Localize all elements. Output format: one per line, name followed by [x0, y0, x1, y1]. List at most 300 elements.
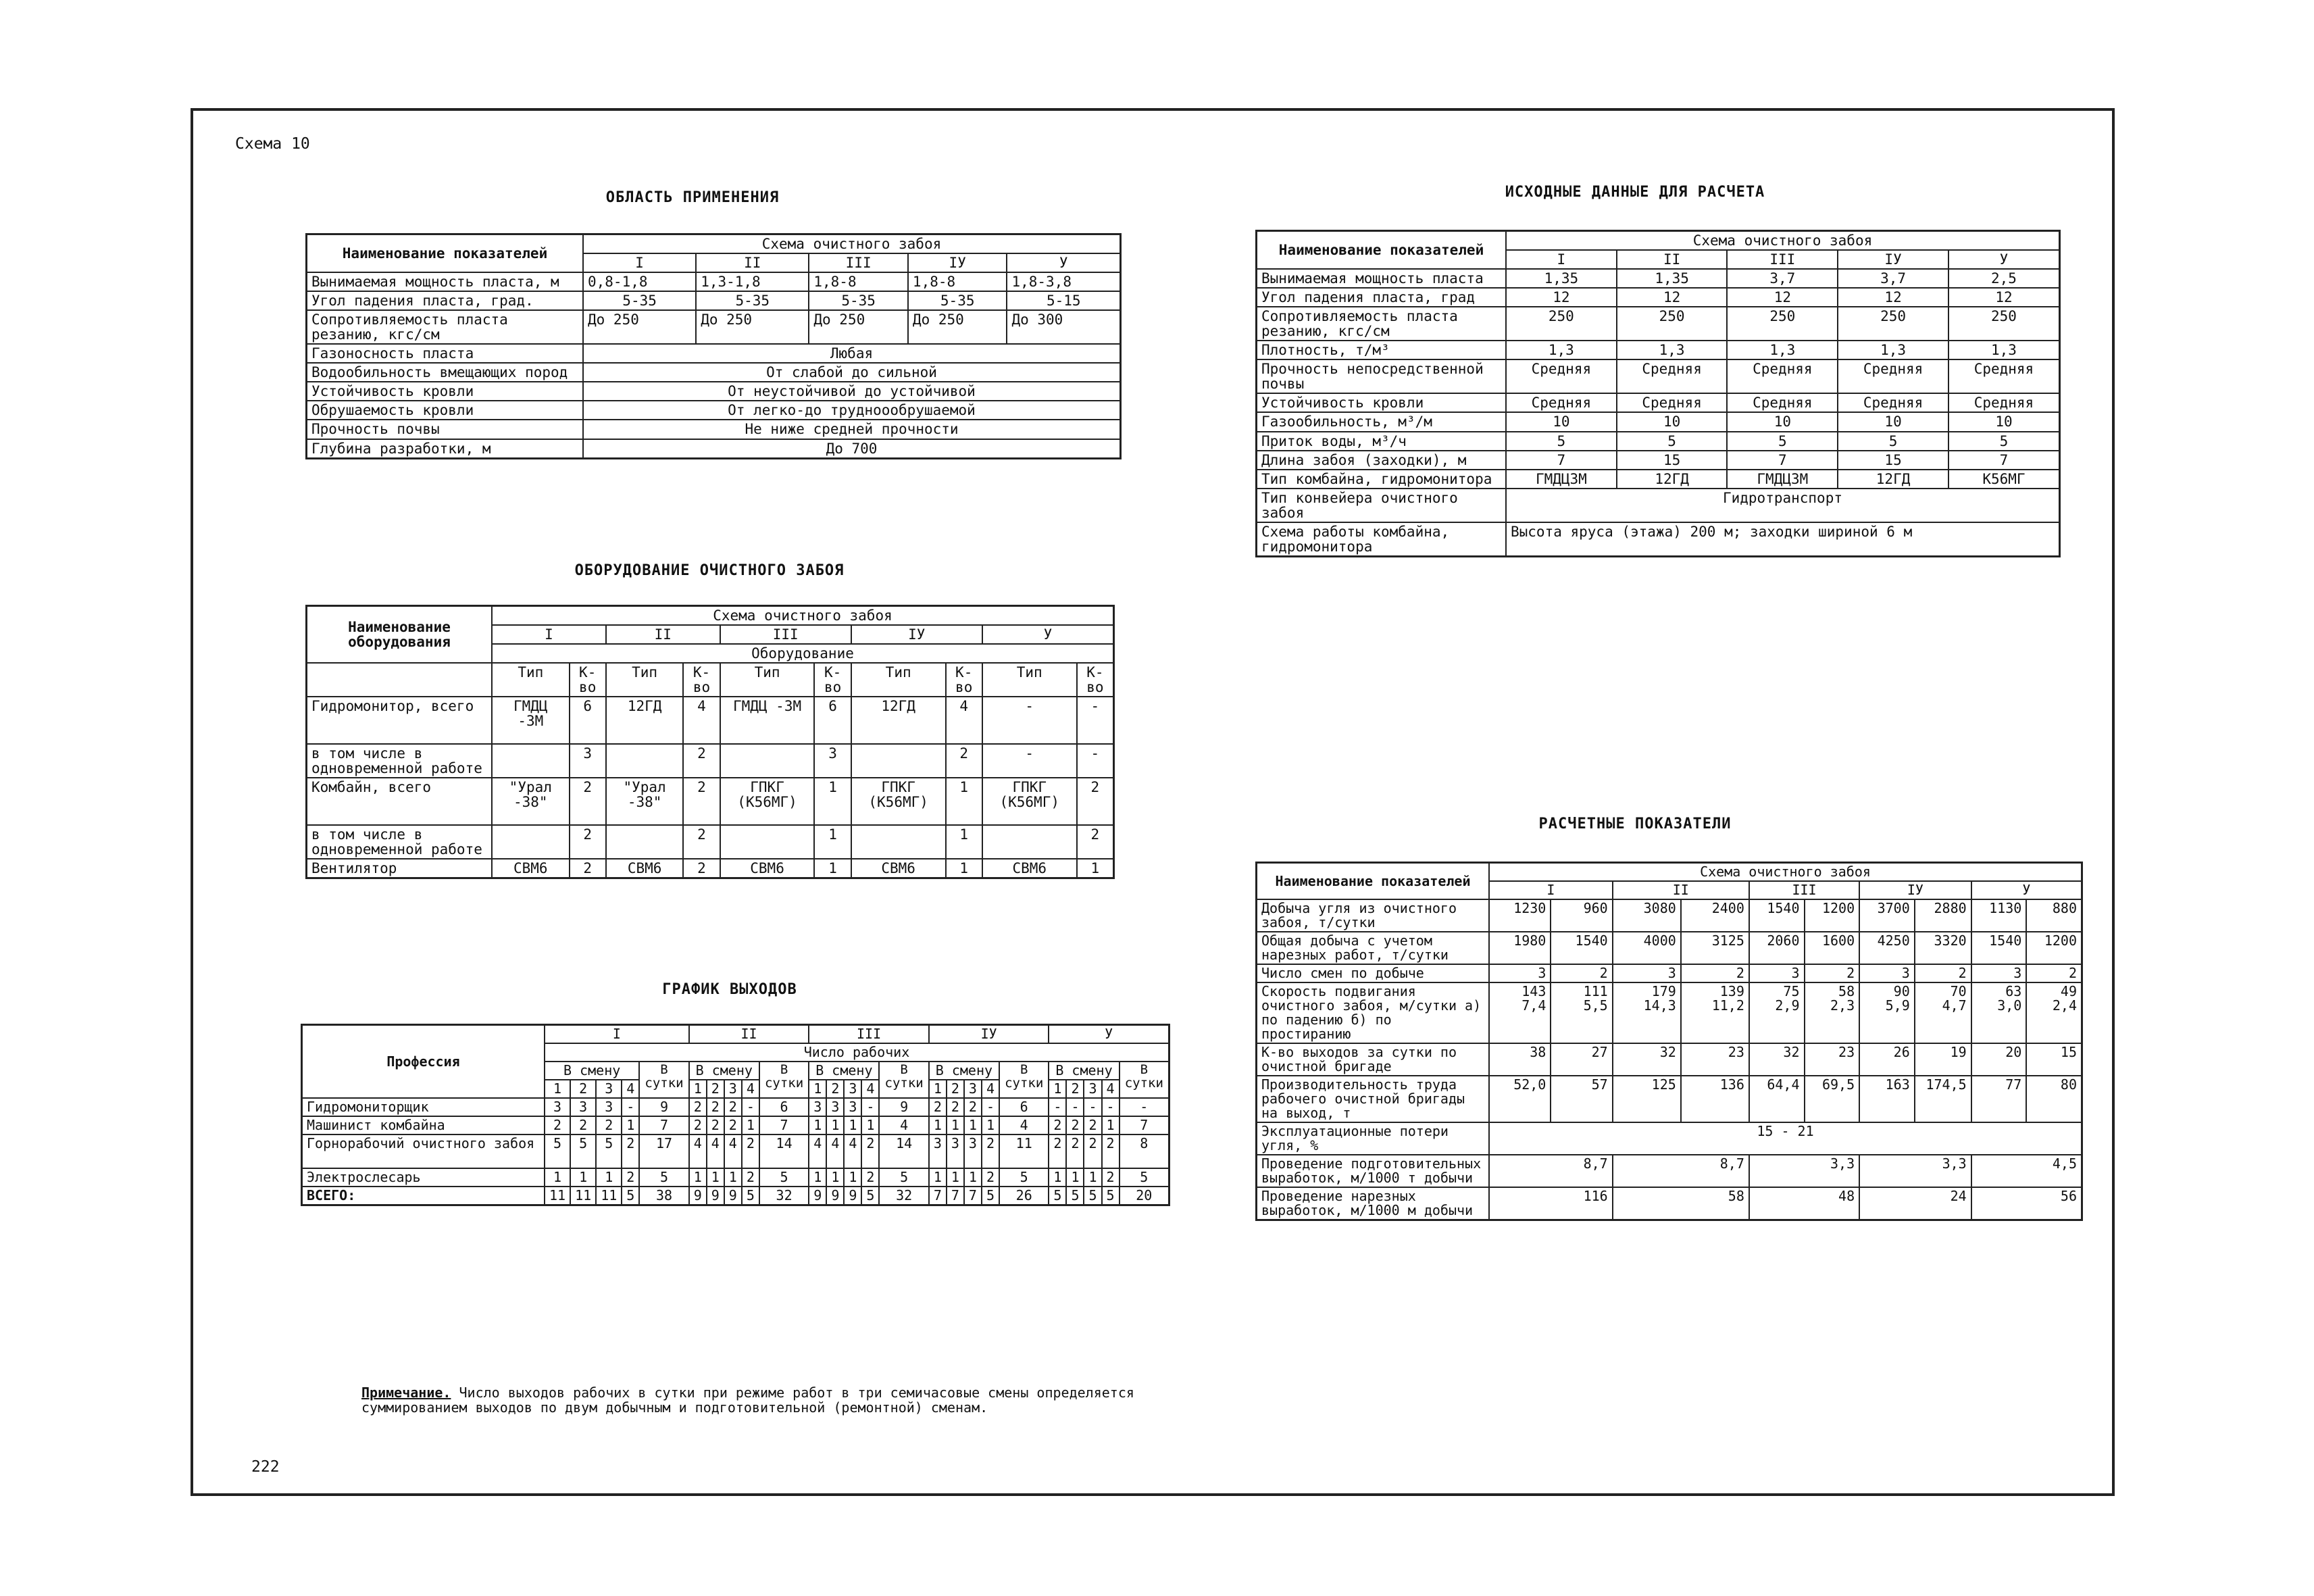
equipment-cell	[720, 744, 815, 778]
schedule-shift-number: 2	[1066, 1080, 1084, 1098]
calc-cell: 4250	[1859, 932, 1915, 964]
schedule-col: У	[1049, 1025, 1169, 1044]
equipment-cell: 2	[683, 744, 720, 778]
calc-cell: 49 2,4	[2026, 982, 2082, 1043]
scope-merged-cell: Не ниже средней прочности	[583, 420, 1121, 439]
calc-cell: 58 2,3	[1805, 982, 1860, 1043]
equipment-cell: 1	[814, 859, 851, 878]
calc-cell: 70 4,7	[1915, 982, 1971, 1043]
schedule-cell: 1	[545, 1168, 570, 1187]
initial-cell: Средняя	[1617, 393, 1728, 412]
schedule-per-shift: В смену	[1049, 1062, 1119, 1080]
schedule-header-profession: Профессия	[302, 1025, 545, 1099]
calc-cell: 23	[1681, 1043, 1749, 1076]
schedule-cell: 5	[742, 1187, 759, 1205]
equipment-row-name: Комбайн, всего	[307, 778, 493, 825]
equipment-cell: 1	[814, 778, 851, 825]
calc-cell: 63 3,0	[1971, 982, 2027, 1043]
initial-row	[1257, 341, 2060, 359]
schedule-per-day: В сутки	[879, 1062, 928, 1098]
scope-cell: До 300	[1007, 310, 1120, 344]
schedule-per-day: В сутки	[639, 1062, 688, 1098]
schedule-per-shift: В смену	[689, 1062, 759, 1080]
schedule-cell: 1	[1084, 1168, 1101, 1187]
schedule-cell: 2	[622, 1134, 639, 1168]
calc-cell: 3	[1971, 964, 2027, 982]
calc-cell: 23	[1805, 1043, 1860, 1076]
calc-cell: 880	[2026, 899, 2082, 932]
equipment-header-equipment: Оборудование	[492, 644, 1114, 663]
schedule-per-shift: В смену	[545, 1062, 639, 1080]
calc-row-name: Добыча угля из очистного забоя, т/сутки	[1257, 899, 1490, 932]
schedule-cell: 6	[999, 1098, 1049, 1116]
schedule-shift-number: 3	[844, 1080, 861, 1098]
initial-cell: 1,3	[1506, 341, 1617, 359]
calc-cell: 4,5	[1971, 1155, 2082, 1187]
scope-cell: 1,8-8	[908, 272, 1007, 291]
schedule-cell: 14	[759, 1134, 809, 1168]
schedule-cell: 4	[689, 1134, 707, 1168]
schedule-cell: -	[1120, 1098, 1169, 1116]
schedule-cell: 8	[1120, 1134, 1169, 1168]
page-number: 222	[251, 1458, 280, 1476]
initial-cell: 1,3	[1948, 341, 2060, 359]
schedule-cell: 2	[724, 1098, 742, 1116]
equipment-cell: "Урал -38"	[492, 778, 570, 825]
schedule-shift-number: 1	[1049, 1080, 1066, 1098]
schedule-cell: 5	[1049, 1187, 1066, 1205]
calc-cell: 143 7,4	[1489, 982, 1551, 1043]
equipment-cell: 2	[570, 778, 606, 825]
schedule-per-shift: В смену	[929, 1062, 999, 1080]
schedule-shift-number: 3	[596, 1080, 622, 1098]
scope-header-indicator: Наименование показателей	[307, 234, 584, 273]
schedule-cell: 1	[929, 1116, 947, 1134]
schedule-title: ГРАФИК ВЫХОДОВ	[662, 981, 797, 998]
initial-row	[1257, 393, 2060, 412]
initial-row-name: Тип комбайна, гидромонитора	[1257, 470, 1507, 489]
calc-title: РАСЧЕТНЫЕ ПОКАЗАТЕЛИ	[1538, 816, 1732, 832]
initial-cell: 10	[1727, 412, 1838, 431]
initial-cell: 12ГД	[1838, 470, 1948, 489]
equipment-cell: 3	[814, 744, 851, 778]
initial-cell: 10	[1506, 412, 1617, 431]
equipment-cell	[982, 825, 1077, 859]
initial-cell: 12	[1727, 288, 1838, 307]
initial-cell: 1,35	[1617, 269, 1728, 288]
initial-row	[1257, 288, 2060, 307]
calc-cell: 8,7	[1613, 1155, 1749, 1187]
schedule-cell: 2	[545, 1116, 570, 1134]
calc-cell: 3,3	[1859, 1155, 1971, 1187]
calc-cell: 48	[1749, 1187, 1859, 1220]
schedule-shift-number: 4	[982, 1080, 999, 1098]
schedule-cell: 2	[861, 1134, 879, 1168]
calc-cell: 1980	[1489, 932, 1551, 964]
initial-cell: 12	[1948, 288, 2060, 307]
scope-cell: 5-35	[809, 291, 908, 310]
schedule-cell: 4	[826, 1134, 844, 1168]
initial-cell: 15	[1838, 451, 1948, 470]
calc-cell: 174,5	[1915, 1076, 1971, 1122]
calc-cell: 64,4	[1749, 1076, 1805, 1122]
initial-row	[1257, 359, 2060, 393]
schedule-cell: 9	[689, 1187, 707, 1205]
equipment-sub-type: Тип	[606, 663, 684, 697]
initial-cell: Средняя	[1948, 359, 2060, 393]
calc-cell: 3	[1613, 964, 1681, 982]
initial-cell: 5	[1948, 432, 2060, 451]
schedule-cell: 1	[964, 1116, 982, 1134]
schedule-cell: 1	[622, 1116, 639, 1134]
equipment-row-name: Гидромонитор, всего	[307, 697, 493, 744]
initial-row	[1257, 269, 2060, 288]
calc-cell: 32	[1749, 1043, 1805, 1076]
calc-row	[1257, 899, 2082, 932]
equipment-cell: ГМДЦ -3М	[720, 697, 815, 744]
initial-cell: 1,3	[1838, 341, 1948, 359]
schedule-shift-number: 1	[929, 1080, 947, 1098]
initial-col: I	[1506, 250, 1617, 269]
equipment-cell: "Урал -38"	[606, 778, 684, 825]
equipment-cell: 1	[946, 825, 982, 859]
equipment-col: II	[606, 625, 720, 644]
schedule-cell: 1	[742, 1116, 759, 1134]
initial-col: IУ	[1838, 250, 1948, 269]
calc-cell: 125	[1613, 1076, 1681, 1122]
equipment-table	[305, 605, 1115, 879]
schedule-cell: 9	[724, 1187, 742, 1205]
initial-row-name: Приток воды, м³/ч	[1257, 432, 1507, 451]
schedule-cell: 9	[707, 1187, 724, 1205]
initial-row	[1257, 470, 2060, 489]
equipment-cell: 2	[570, 859, 606, 878]
calc-row-name: Производительность труда рабочего очистной бригады на выход, т	[1257, 1076, 1490, 1122]
scope-col: III	[809, 253, 908, 272]
calc-cell: 1600	[1805, 932, 1860, 964]
initial-cell: 12	[1838, 288, 1948, 307]
schedule-cell: 4	[879, 1116, 928, 1134]
schedule-shift-number: 2	[570, 1080, 596, 1098]
schedule-cell: 5	[639, 1168, 688, 1187]
initial-cell: 15	[1617, 451, 1728, 470]
schedule-cell: 2	[1049, 1116, 1066, 1134]
scope-cell: До 250	[809, 310, 908, 344]
schedule-cell: 1	[1066, 1168, 1084, 1187]
calc-cell: 1540	[1971, 932, 2027, 964]
schedule-note-label: Примечание.	[361, 1385, 451, 1401]
scope-row-name: Газоносность пласта	[307, 344, 584, 363]
initial-row-name: Длина забоя (заходки), м	[1257, 451, 1507, 470]
calc-cell: 2	[1805, 964, 1860, 982]
initial-cell: 7	[1948, 451, 2060, 470]
schedule-cell: 7	[1120, 1116, 1169, 1134]
schedule-cell: 17	[639, 1134, 688, 1168]
schedule-cell: 5	[1066, 1187, 1084, 1205]
equipment-col: III	[720, 625, 851, 644]
scope-merged-cell: От слабой до сильной	[583, 363, 1121, 382]
schedule-cell: 1	[809, 1116, 826, 1134]
calc-cell: 1230	[1489, 899, 1551, 932]
initial-row-name: Вынимаемая мощность пласта	[1257, 269, 1507, 288]
schedule-cell: 1	[844, 1168, 861, 1187]
schedule-cell: 5	[596, 1134, 622, 1168]
schedule-cell: 2	[929, 1098, 947, 1116]
equipment-cell: -	[982, 744, 1077, 778]
schedule-cell: 11	[999, 1134, 1049, 1168]
initial-row-name: Тип конвейера очистного забоя	[1257, 489, 1507, 522]
schedule-cell: 2	[982, 1134, 999, 1168]
calc-row	[1257, 1155, 2082, 1187]
equipment-cell: 2	[1077, 825, 1114, 859]
scope-col: У	[1007, 253, 1120, 272]
initial-row-name: Сопротивляемость пласта резанию, кгс/см	[1257, 307, 1507, 341]
scope-row-name: Прочность почвы	[307, 420, 584, 439]
scope-cell: 5-35	[908, 291, 1007, 310]
equipment-cell	[492, 825, 570, 859]
schedule-cell: 7	[947, 1187, 964, 1205]
equipment-cell: 6	[570, 697, 606, 744]
initial-row-name: Схема работы комбайна, гидромонитора	[1257, 522, 1507, 557]
calc-cell: 69,5	[1805, 1076, 1860, 1122]
calc-cell: 179 14,3	[1613, 982, 1681, 1043]
equipment-cell: -	[1077, 697, 1114, 744]
equipment-sub-qty: К-во	[1077, 663, 1114, 697]
schedule-cell: 11	[596, 1187, 622, 1205]
schedule-cell: -	[1084, 1098, 1101, 1116]
initial-cell: К56МГ	[1948, 470, 2060, 489]
calc-header-scheme: Схема очистного забоя	[1489, 863, 2082, 882]
scope-cell: 1,3-1,8	[696, 272, 809, 291]
schedule-note-text: Число выходов рабочих в сутки при режиме работ в три семичасовые смены определяется суммированием выходов по двум добычным и подготовительной (ремонтной) сменам.	[361, 1385, 1134, 1416]
scope-merged-cell: До 700	[583, 439, 1121, 459]
initial-cell: 12	[1506, 288, 1617, 307]
schedule-row-name: Горнорабочий очистного забоя	[302, 1134, 545, 1168]
scope-merged-cell: Любая	[583, 344, 1121, 363]
calc-cell: 52,0	[1489, 1076, 1551, 1122]
scope-cell: 5-35	[583, 291, 696, 310]
calc-cell: 3700	[1859, 899, 1915, 932]
schedule-cell: 2	[947, 1098, 964, 1116]
schedule-cell: 2	[1102, 1168, 1120, 1187]
initial-cell: Средняя	[1506, 393, 1617, 412]
calc-col: III	[1749, 881, 1859, 899]
schedule-cell: 3	[570, 1098, 596, 1116]
initial-cell: Средняя	[1838, 393, 1948, 412]
equipment-col: У	[982, 625, 1114, 644]
calc-col: У	[1971, 881, 2082, 899]
calc-cell: 57	[1551, 1076, 1612, 1122]
calc-row-name: Проведение подготовительных выработок, м/1000 т добычи	[1257, 1155, 1490, 1187]
scope-merged-cell: От легко-до трудноообрушаемой	[583, 401, 1121, 420]
calc-cell: 26	[1859, 1043, 1915, 1076]
equipment-cell: 2	[1077, 778, 1114, 825]
scope-table	[305, 233, 1122, 459]
equipment-cell: ГПКГ (К56МГ)	[982, 778, 1077, 825]
initial-row-name: Плотность, т/м³	[1257, 341, 1507, 359]
schedule-cell: 1	[964, 1168, 982, 1187]
schedule-cell: 5	[861, 1187, 879, 1205]
initial-cell: 5	[1506, 432, 1617, 451]
schedule-cell: -	[742, 1098, 759, 1116]
calc-cell: 15	[2026, 1043, 2082, 1076]
scope-row-name: Глубина разработки, м	[307, 439, 584, 459]
schedule-cell: 9	[639, 1098, 688, 1116]
schedule-cell: 3	[809, 1098, 826, 1116]
equipment-cell: -	[1077, 744, 1114, 778]
scope-cell: До 250	[908, 310, 1007, 344]
initial-cell: Средняя	[1617, 359, 1728, 393]
schedule-per-shift: В смену	[809, 1062, 879, 1080]
schedule-cell: 2	[1084, 1116, 1101, 1134]
initial-cell: 7	[1506, 451, 1617, 470]
equipment-cell	[851, 744, 946, 778]
calc-cell: 38	[1489, 1043, 1551, 1076]
schedule-cell: 2	[724, 1116, 742, 1134]
schedule-cell: 5	[879, 1168, 928, 1187]
schedule-cell: 2	[1066, 1116, 1084, 1134]
initial-header-indicator: Наименование показателей	[1257, 231, 1507, 270]
initial-cell: 250	[1838, 307, 1948, 341]
initial-header-scheme: Схема очистного забоя	[1506, 231, 2060, 251]
schedule-shift-number: 2	[826, 1080, 844, 1098]
scope-cell: 5-35	[696, 291, 809, 310]
initial-cell: 250	[1506, 307, 1617, 341]
scope-header-scheme: Схема очистного забоя	[583, 234, 1121, 254]
calc-cell: 27	[1551, 1043, 1612, 1076]
schedule-shift-number: 4	[742, 1080, 759, 1098]
calc-cell: 20	[1971, 1043, 2027, 1076]
schedule-cell: 3	[929, 1134, 947, 1168]
schedule-cell: 2	[570, 1116, 596, 1134]
schedule-note	[361, 1385, 1159, 1415]
initial-cell: 5	[1838, 432, 1948, 451]
calc-cell: 80	[2026, 1076, 2082, 1122]
calc-row	[1257, 1187, 2082, 1220]
initial-row-name: Угол падения пласта, град	[1257, 288, 1507, 307]
calc-col: II	[1613, 881, 1749, 899]
calc-cell: 1540	[1749, 899, 1805, 932]
calc-cell: 3080	[1613, 899, 1681, 932]
schedule-cell: 2	[964, 1098, 982, 1116]
schedule-shift-number: 4	[1102, 1080, 1120, 1098]
scope-row-name: Вынимаемая мощность пласта, м	[307, 272, 584, 291]
calc-header-indicator: Наименование показателей	[1257, 863, 1490, 900]
schedule-cell: 1	[689, 1168, 707, 1187]
initial-cell: 3,7	[1727, 269, 1838, 288]
schedule-cell: 5	[570, 1134, 596, 1168]
initial-cell: 10	[1617, 412, 1728, 431]
calc-cell: 3125	[1681, 932, 1749, 964]
calc-cell: 1200	[2026, 932, 2082, 964]
schedule-row-name: Гидромониторщик	[302, 1098, 545, 1116]
initial-cell: 10	[1948, 412, 2060, 431]
schedule-cell: 11	[570, 1187, 596, 1205]
calc-row	[1257, 964, 2082, 982]
schedule-cell: 1	[844, 1116, 861, 1134]
scope-col: IУ	[908, 253, 1007, 272]
schedule-cell: -	[1102, 1098, 1120, 1116]
scope-col: II	[696, 253, 809, 272]
equipment-cell: 4	[683, 697, 720, 744]
equipment-cell: 6	[814, 697, 851, 744]
schedule-row-name: Машинист комбайна	[302, 1116, 545, 1134]
initial-cell: 5	[1727, 432, 1838, 451]
calc-cell: 1130	[1971, 899, 2027, 932]
calc-col: I	[1489, 881, 1613, 899]
calc-cell: 58	[1613, 1187, 1749, 1220]
schedule-cell: 9	[844, 1187, 861, 1205]
calc-cell: 2880	[1915, 899, 1971, 932]
schedule-shift-number: 2	[947, 1080, 964, 1098]
initial-merged-cell: Гидротранспорт	[1506, 489, 2060, 522]
scope-title: ОБЛАСТЬ ПРИМЕНЕНИЯ	[605, 189, 780, 206]
schedule-cell: 2	[1102, 1134, 1120, 1168]
schedule-shift-number: 2	[707, 1080, 724, 1098]
calc-row-name: Число смен по добыче	[1257, 964, 1490, 982]
initial-cell: 250	[1617, 307, 1728, 341]
schedule-cell: 1	[707, 1168, 724, 1187]
schedule-cell: 3	[947, 1134, 964, 1168]
schedule-cell: 7	[929, 1187, 947, 1205]
equipment-header-scheme: Схема очистного забоя	[492, 606, 1114, 626]
equipment-cell: 12ГД	[851, 697, 946, 744]
initial-cell: Средняя	[1506, 359, 1617, 393]
equipment-cell: -	[982, 697, 1077, 744]
schedule-cell: 2	[1049, 1134, 1066, 1168]
initial-cell: 1,35	[1506, 269, 1617, 288]
schedule-cell: 2	[1084, 1134, 1101, 1168]
equipment-header-name: Наименование оборудования	[307, 606, 493, 664]
schedule-row	[302, 1134, 1169, 1168]
schedule-cell: 2	[596, 1116, 622, 1134]
calc-cell: 2400	[1681, 899, 1749, 932]
schedule-cell: 1	[570, 1168, 596, 1187]
equipment-cell: ГМДЦ -3М	[492, 697, 570, 744]
scope-cell: 0,8-1,8	[583, 272, 696, 291]
equipment-cell	[606, 825, 684, 859]
schedule-cell: 7	[964, 1187, 982, 1205]
equipment-cell: 12ГД	[606, 697, 684, 744]
initial-row-name: Газообильность, м³/м	[1257, 412, 1507, 431]
schedule-per-day: В сутки	[1120, 1062, 1169, 1098]
calc-cell: 2	[1551, 964, 1612, 982]
schedule-shift-number: 1	[689, 1080, 707, 1098]
calc-cell: 2	[1681, 964, 1749, 982]
initial-col: У	[1948, 250, 2060, 269]
initial-cell: Средняя	[1727, 393, 1838, 412]
schedule-row	[302, 1187, 1169, 1205]
schedule-row	[302, 1168, 1169, 1187]
equipment-cell: 2	[683, 778, 720, 825]
equipment-col: I	[492, 625, 606, 644]
calc-row	[1257, 1043, 2082, 1076]
calc-cell: 77	[1971, 1076, 2027, 1122]
calc-cell: 3320	[1915, 932, 1971, 964]
initial-cell: 5	[1617, 432, 1728, 451]
schedule-cell: 9	[809, 1187, 826, 1205]
calc-cell: 32	[1613, 1043, 1681, 1076]
schedule-cell: 9	[879, 1098, 928, 1116]
equipment-blank	[307, 663, 493, 697]
schedule-cell: 2	[707, 1116, 724, 1134]
initial-cell: 250	[1948, 307, 2060, 341]
initial-row	[1257, 307, 2060, 341]
schedule-cell: 3	[964, 1134, 982, 1168]
schedule-cell: 32	[759, 1187, 809, 1205]
calc-cell: 163	[1859, 1076, 1915, 1122]
calc-cell: 56	[1971, 1187, 2082, 1220]
